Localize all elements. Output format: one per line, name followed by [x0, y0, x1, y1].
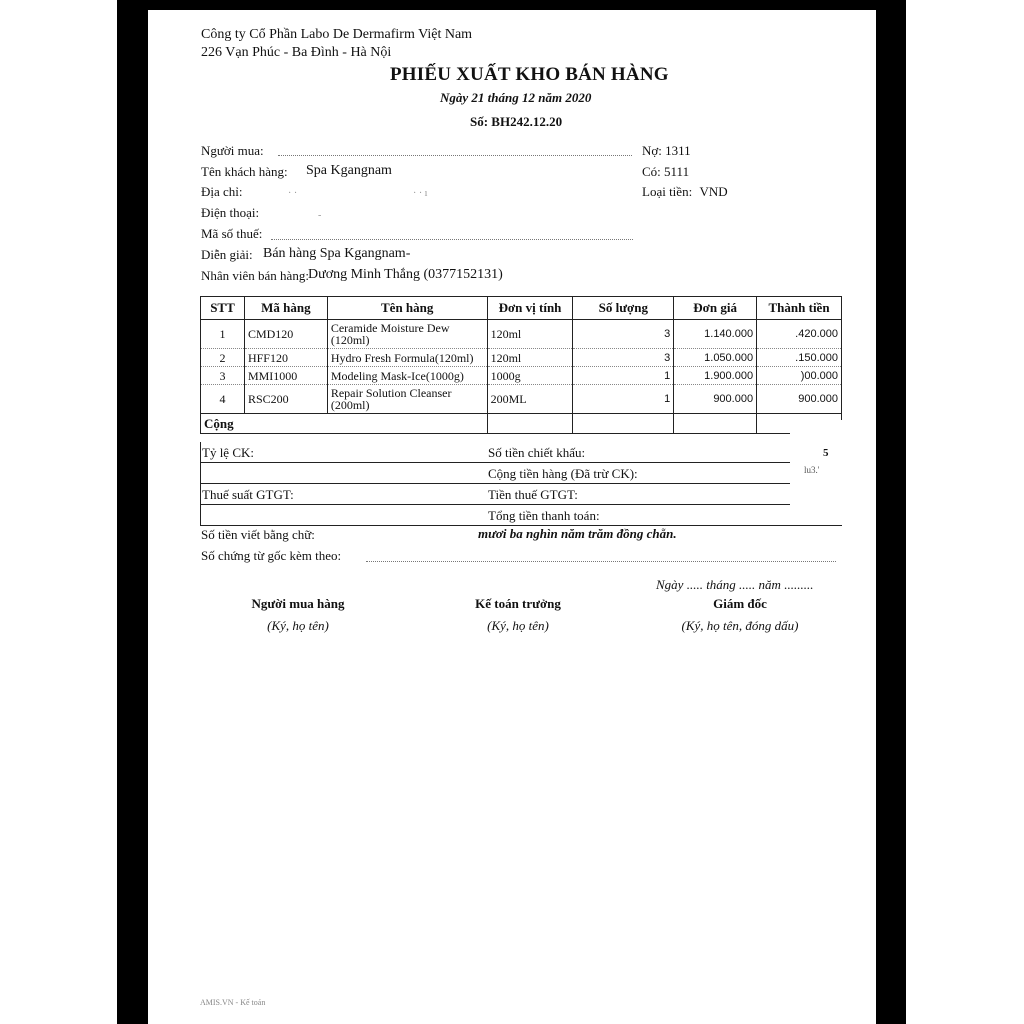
row-price: 1.140.000 [674, 320, 757, 349]
row-unit: 1000g [487, 367, 573, 385]
row-stt: 2 [201, 349, 245, 367]
buyer-dotted-line [278, 155, 632, 156]
description-label: Diễn giải: [201, 247, 253, 262]
row-name: Repair Solution Cleanser (200ml) [327, 385, 487, 414]
total-price-cell [674, 414, 757, 434]
summary-row-subtotal [200, 463, 842, 484]
signature-buyer-note: (Ký, họ tên) [267, 618, 329, 633]
table-row [201, 367, 842, 385]
total-unit-cell [487, 414, 573, 434]
company-header [201, 26, 472, 62]
summary-left-border [200, 442, 201, 526]
subtotal-label: Cộng tiền hàng (Đã trừ CK): [488, 466, 638, 481]
row-code: MMI1000 [244, 367, 327, 385]
table-row [201, 349, 842, 367]
address-redacted: · · [288, 188, 298, 199]
discount-amount-fragment: 5 [823, 447, 829, 459]
vat-amount-label: Tiền thuế GTGT: [488, 487, 578, 502]
row-price: 900.000 [674, 385, 757, 414]
address-redacted-2: · · ı [413, 188, 428, 199]
row-unit: 120ml [487, 349, 573, 367]
buyer-label: Người mua: [201, 143, 264, 158]
signature-director [650, 596, 830, 634]
row-amount: .150.000 [757, 349, 842, 367]
row-unit: 200ML [487, 385, 573, 414]
header-stt: STT [201, 297, 245, 320]
row-stt: 4 [201, 385, 245, 414]
amount-in-words-value: mươi ba nghìn năm trăm đồng chẵn. [478, 526, 677, 541]
currency-label: Loại tiền: [642, 184, 693, 199]
signature-accountant-title: Kế toán trưởng [475, 596, 561, 611]
row-qty: 1 [573, 385, 674, 414]
header-unit: Đơn vị tính [487, 297, 573, 320]
items-table [200, 296, 842, 434]
currency-value: VND [699, 184, 728, 199]
description-value: Bán hàng Spa Kgangnam- [263, 246, 411, 261]
footer-credit: AMIS.VN - Kế toán [200, 998, 266, 1007]
header-amount: Thành tiền [757, 297, 842, 320]
tax-code-label: Mã số thuế: [201, 226, 263, 241]
header-name: Tên hàng [327, 297, 487, 320]
document-number: Số: BH242.12.20 [470, 114, 563, 129]
signature-buyer-title: Người mua hàng [251, 596, 345, 611]
document-page [148, 10, 876, 1024]
phone-label: Điện thoại: [201, 205, 260, 220]
row-code: HFF120 [244, 349, 327, 367]
phone-redacted: - [318, 210, 322, 221]
row-stt: 3 [201, 367, 245, 385]
signature-accountant [438, 596, 598, 634]
discount-amount-label: Số tiền chiết khấu: [488, 445, 586, 460]
address-label: Địa chỉ: [201, 184, 243, 199]
row-amount: 900.000 [757, 385, 842, 414]
summary-row-grand-total [200, 505, 842, 526]
vat-rate-label: Thuế suất GTGT: [202, 487, 294, 502]
header-price: Đơn giá [674, 297, 757, 320]
sales-staff-label: Nhân viên bán hàng: [201, 268, 309, 283]
currency-field [642, 184, 728, 200]
credit-account: Có: 5111 [642, 164, 690, 179]
total-label: Cộng [201, 414, 488, 434]
redaction-whiteout [790, 420, 842, 524]
header-code: Mã hàng [244, 297, 327, 320]
attached-docs-dotted-line [366, 561, 836, 562]
row-price: 1.900.000 [674, 367, 757, 385]
row-qty: 1 [573, 367, 674, 385]
company-name: Công ty Cổ Phần Labo De Dermafirm Việt Nam [201, 27, 473, 42]
row-name: Modeling Mask-Ice(1000g) [327, 367, 487, 385]
amount-in-words-label: Số tiền viết bằng chữ: [201, 527, 315, 542]
row-unit: 120ml [487, 320, 573, 349]
row-qty: 3 [573, 320, 674, 349]
attached-docs-label: Số chứng từ gốc kèm theo: [201, 548, 342, 563]
discount-rate-label: Tỷ lệ CK: [202, 445, 254, 460]
row-amount: .420.000 [757, 320, 842, 349]
document-date: Ngày 21 tháng 12 năm 2020 [440, 90, 592, 105]
subtotal-fragment: lu3.' [804, 465, 820, 475]
document-title: PHIẾU XUẤT KHO BÁN HÀNG [390, 64, 669, 85]
row-name: Ceramide Moisture Dew (120ml) [327, 320, 487, 349]
signature-buyer [218, 596, 378, 634]
table-header-row [201, 297, 842, 320]
sign-date-line: Ngày ..... tháng ..... năm ......... [656, 577, 814, 592]
signature-director-note: (Ký, họ tên, đóng dấu) [681, 618, 799, 633]
row-amount: )00.000 [757, 367, 842, 385]
row-code: CMD120 [244, 320, 327, 349]
row-code: RSC200 [244, 385, 327, 414]
summary-row-discount [200, 442, 842, 463]
customer-label: Tên khách hàng: [201, 164, 288, 179]
signature-director-title: Giám đốc [713, 596, 767, 611]
header-qty: Số lượng [573, 297, 674, 320]
table-row [201, 385, 842, 414]
summary-row-vat [200, 484, 842, 505]
total-qty-cell [573, 414, 674, 434]
row-stt: 1 [201, 320, 245, 349]
table-row [201, 320, 842, 349]
row-name: Hydro Fresh Formula(120ml) [327, 349, 487, 367]
row-qty: 3 [573, 349, 674, 367]
grand-total-label: Tổng tiền thanh toán: [488, 508, 600, 523]
sales-staff-value: Dương Minh Thắng (0377152131) [308, 267, 503, 282]
signature-accountant-note: (Ký, họ tên) [487, 618, 549, 633]
debit-account: Nợ: 1311 [642, 143, 691, 158]
table-total-row [201, 414, 842, 434]
company-address: 226 Vạn Phúc - Ba Đình - Hà Nội [201, 45, 392, 60]
customer-value: Spa Kgangnam [306, 163, 392, 178]
tax-code-dotted-line [271, 239, 633, 240]
summary-block [200, 442, 842, 526]
row-price: 1.050.000 [674, 349, 757, 367]
